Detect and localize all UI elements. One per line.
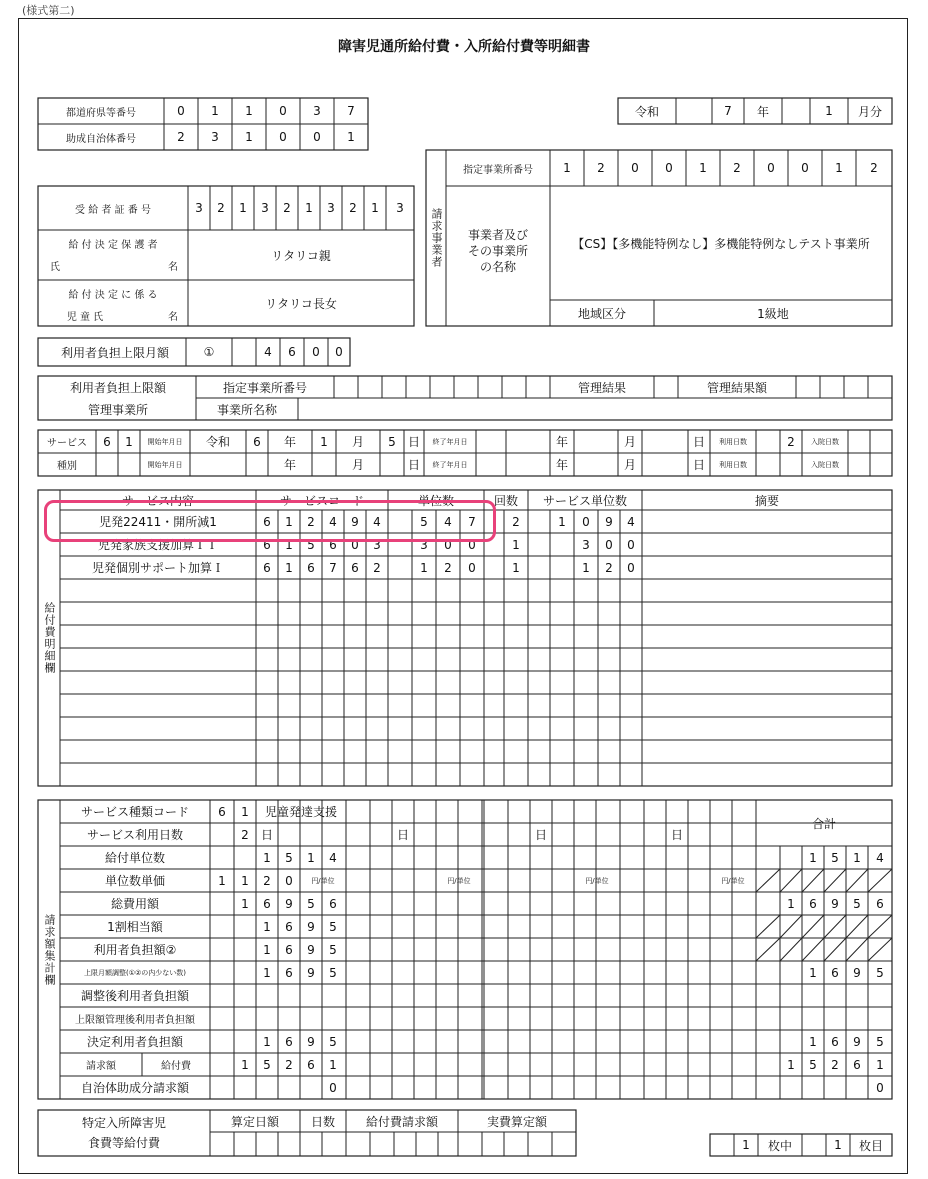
total-header: 合計 [811,816,836,831]
aggregate-total-digit: 5 [853,896,861,911]
start-day-unit: 日 [407,435,420,449]
start-month-unit: 月 [351,458,364,472]
aggregate-total-digit: 6 [809,896,817,911]
office-no-label: 指定事業所番号 [463,164,533,176]
recipient-no-label: 受 給 者 証 番 号 [75,204,151,216]
city-no-digit: 0 [313,130,321,144]
grid-line [846,938,868,961]
aggregate-row-label: 利用者負担額② [93,943,177,957]
end-day-unit: 日 [692,435,705,449]
form-number-tag: (様式第二) [22,4,75,17]
aggregate-row-digit: 9 [307,942,315,957]
detail-row-svc-units-digit: 1 [582,560,590,575]
grid-line [824,915,846,938]
aggregate-row-digit: 0 [285,873,293,888]
grid-line [756,915,780,938]
aggregate-total-digit: 0 [876,1080,884,1095]
office-no-digit: 0 [767,161,775,175]
start-era: 令和 [205,435,230,449]
aggregate-row-label: 1割相当額 [107,920,163,934]
benefit-claim-label: 給付費請求額 [365,1114,438,1129]
mgmt-office-no-label: 指定事業所番号 [222,380,307,395]
detail-row-code-digit: 1 [285,560,293,575]
aggregate-row-digit: 6 [263,896,271,911]
office-no-digit: 2 [733,161,741,175]
detail-row-unit-digit: 1 [420,560,428,575]
start-day-unit: 日 [407,458,420,472]
admit-days-label: 入院日数 [811,437,839,446]
aggregate-row-digit: 2 [285,1057,293,1072]
sheet-no: 1 [834,1138,842,1152]
detail-row-code-digit: 9 [351,514,359,529]
office-name-label-1: 事業者及び [467,227,528,242]
pref-no-digit: 3 [313,104,321,118]
aggregate-row-digit: 6 [285,919,293,934]
aggregate-total-digit: 1 [787,1057,795,1072]
city-no-digit: 2 [177,130,185,144]
aggregate-row-digit: 1 [263,850,271,865]
recipient-no-digit: 1 [371,201,379,215]
aggregate-row-digit: 9 [307,1034,315,1049]
start-year-unit: 年 [283,435,296,449]
col-remarks-header: 摘要 [754,493,779,508]
aggregate-row-digit: 1 [241,873,249,888]
days-unit: 日 [670,828,683,842]
office-no-digit: 2 [870,161,878,175]
detail-row-unit-digit: 3 [420,537,428,552]
detail-row-code-digit: 4 [373,514,381,529]
aggregate-row-digit: 6 [285,1034,293,1049]
office-name: 【CS】【多機能特例なし】多機能特例なしテスト事業所 [572,236,870,251]
detail-row-unit-digit: 0 [468,560,476,575]
aggregate-row-digit: 6 [285,965,293,980]
svc-name: 児童発達支援 [264,805,337,819]
aggregate-total-digit: 1 [809,850,817,865]
detail-row-svc-units-digit: 2 [605,560,613,575]
claim-month: 1 [825,104,833,118]
era-label: 令和 [634,104,659,119]
aggregate-row-label: 単位数単価 [104,874,165,888]
start-date-label: 開始年月日 [147,460,183,469]
grid-line [846,869,868,892]
detail-row-code-digit: 4 [329,514,337,529]
aggregate-row-digit: 0 [329,1080,337,1095]
total-sheets: 1 [742,1138,750,1152]
col-svc-units-header: サービス単位数 [542,493,627,508]
pref-no-digit: 1 [245,104,253,118]
detail-row-svc-units-digit: 3 [582,537,590,552]
aggregate-row-digit: 5 [329,919,337,934]
aggregate-row-digit: 1 [263,942,271,957]
detail-row-code-digit: 0 [351,537,359,552]
days-value: 2 [241,827,249,842]
detail-row-count: 1 [512,560,520,575]
detail-row-content: 児発家族支援加算ＩＩ [97,538,218,552]
grid-line [824,938,846,961]
aggregate-row-digit: 5 [285,850,293,865]
mgmt-office-name-label: 事業所名称 [216,402,277,417]
start-month: 1 [320,434,328,449]
grid-line [868,915,892,938]
grid-line [780,938,802,961]
start-year: 6 [253,434,261,449]
aggregate-row-digit: 5 [329,1034,337,1049]
recipient-no-digit: 1 [305,201,313,215]
guardian-label-3: 名 [168,261,178,273]
grid-line [780,869,802,892]
office-no-digit: 0 [631,161,639,175]
recipient-no-digit: 1 [239,201,247,215]
office-no-digit: 1 [699,161,707,175]
aggregate-row-label: 自治体助成分請求額 [80,1081,189,1095]
detail-row-count: 1 [512,537,520,552]
detail-row-svc-units-digit: 0 [627,537,635,552]
grid-line [868,869,892,892]
grid-line [756,869,780,892]
grid-line [802,915,824,938]
aggregate-row-label: 上限月額調整(①②の内少ない数) [83,968,186,977]
days-unit: 日 [534,828,547,842]
mgmt-result-label: 管理結果 [577,380,626,395]
start-year-unit: 年 [283,458,296,472]
aggregate-total-digit: 9 [853,965,861,980]
aggregate-row-label: 総費用額 [110,897,159,911]
aggregate-row-digit: 5 [329,965,337,980]
pref-no-label: 都道府県等番号 [66,107,136,119]
col-code-header: サービスコード [279,493,364,508]
detail-row-code-digit: 6 [263,514,271,529]
calc-daily-label: 算定日額 [230,1114,279,1129]
col-count-header: 回数 [493,493,518,508]
grid-line [824,869,846,892]
grid-line [846,915,868,938]
detail-row-svc-units-digit: 4 [627,514,635,529]
guardian-label-1: 給 付 決 定 保 護 者 [68,239,158,251]
aggregate-row-label: 給付費 [161,1061,191,1072]
recipient-no-digit: 3 [261,201,269,215]
grid-line [802,869,824,892]
recipient-no-digit: 2 [283,201,291,215]
aggregate-row-digit: 1 [263,919,271,934]
aggregate-row-label: 給付単位数 [104,851,165,865]
office-no-digit: 0 [801,161,809,175]
days-label: サービス利用日数 [86,828,183,842]
office-no-digit: 2 [597,161,605,175]
detail-row-svc-units-digit: 0 [582,514,590,529]
office-name-label-3: の名称 [479,259,516,274]
highlight-box [44,500,496,542]
detail-row-code-digit: 1 [285,537,293,552]
svc-type-label-1: サービス [47,438,87,449]
burden-limit-digit: 0 [335,345,343,359]
aggregate-total-digit: 6 [876,896,884,911]
aggregate-row-digit: 2 [263,873,271,888]
detail-row-code-digit: 1 [285,514,293,529]
mgmt-label-2: 管理事業所 [87,402,148,417]
aggregate-total-digit: 1 [809,1034,817,1049]
detail-row-svc-units-digit: 0 [605,537,613,552]
aggregate-row-label: 上限額管理後利用者負担額 [75,1015,195,1026]
end-month-unit: 月 [623,458,636,472]
recipient-no-digit: 3 [396,201,404,215]
city-no-digit: 3 [211,130,219,144]
aggregate-total-digit: 5 [831,850,839,865]
aggregate-row-digit: 1 [241,896,249,911]
pref-no-digit: 0 [177,104,185,118]
detail-row-svc-units-digit: 0 [627,560,635,575]
aggregate-row-digit: 9 [285,896,293,911]
grid-line [868,938,892,961]
pref-no-digit: 1 [211,104,219,118]
office-name-label-2: その事業所 [467,243,528,258]
detail-row-count: 2 [512,514,520,529]
svc-code-label: サービス種類コード [80,805,189,819]
days-count-label: 日数 [310,1114,335,1129]
burden-marker: ① [203,345,215,359]
recipient-no-digit: 2 [349,201,357,215]
detail-row-code-digit: 7 [329,560,337,575]
grid-line [802,938,824,961]
end-year-unit: 年 [555,458,568,472]
claim-year: 7 [724,104,732,118]
days-unit: 日 [260,828,273,842]
end-year-unit: 年 [555,435,568,449]
col-unit-header: 単位数 [417,493,454,508]
sheet-no-label: 枚目 [858,1138,883,1153]
aggregate-total-digit: 1 [809,965,817,980]
aggregate-total-digit: 9 [853,1034,861,1049]
detail-row-unit-digit: 0 [444,537,452,552]
aggregate-side-label: 請求額集計欄 [43,913,56,986]
yen-per-unit: 円/単位 [721,876,745,885]
detail-row-code-digit: 6 [263,537,271,552]
detail-side-label: 給付費明細欄 [43,602,56,674]
burden-limit-digit: 0 [312,345,320,359]
days-unit: 日 [396,828,409,842]
detail-row-content: 児発個別サポート加算Ｉ [91,561,224,575]
aggregate-row-digit: 5 [263,1057,271,1072]
yen-per-unit: 円/単位 [311,876,335,885]
aggregate-row-digit: 5 [307,896,315,911]
aggregate-total-digit: 6 [831,1034,839,1049]
year-unit: 年 [756,104,769,119]
detail-row-unit-digit: 5 [420,514,428,529]
aggregate-row-digit: 4 [329,850,337,865]
claimant-side-label: 請求事業者 [430,208,443,268]
child-label-3: 名 [168,311,178,323]
use-days-label: 利用日数 [719,437,747,446]
aggregate-row-label: 決定利用者負担額 [86,1035,183,1049]
mgmt-result-amount-label: 管理結果額 [706,380,767,395]
svc-type-digit: 1 [125,434,133,449]
sheets-of-label: 枚中 [767,1138,792,1153]
aggregate-total-digit: 1 [876,1057,884,1072]
detail-row-unit-digit: 2 [444,560,452,575]
burden-limit-digit: 4 [264,345,272,359]
child-label-1: 給 付 決 定 に 係 る [68,289,158,301]
detail-row-code-digit: 6 [351,560,359,575]
detail-row-unit-digit: 7 [468,514,476,529]
burden-limit-digit: 6 [288,345,296,359]
detail-row-unit-digit: 0 [468,537,476,552]
aggregate-row-digit: 6 [329,896,337,911]
guardian-name: リタリコ親 [271,248,331,263]
aggregate-row-digit: 1 [241,1057,249,1072]
pref-no-digit: 7 [347,104,355,118]
yen-per-unit: 円/単位 [585,876,609,885]
aggregate-row-digit: 9 [307,965,315,980]
svc-type-digit: 6 [103,434,111,449]
end-date-label: 終了年月日 [432,437,468,446]
end-day-unit: 日 [692,458,705,472]
start-month-unit: 月 [351,435,364,449]
month-unit: 月分 [857,104,882,119]
aggregate-row-digit: 1 [218,873,226,888]
city-no-label: 助成自治体番号 [66,133,136,145]
child-name: リタリコ長女 [265,296,337,311]
office-no-digit: 1 [563,161,571,175]
grid-line [756,938,780,961]
yen-per-unit: 円/単位 [447,876,471,885]
end-month-unit: 月 [623,435,636,449]
city-no-digit: 0 [279,130,287,144]
recipient-no-digit: 2 [217,201,225,215]
detail-row-code-digit: 6 [263,560,271,575]
use-days-value: 2 [787,434,795,449]
aggregate-total-digit: 6 [853,1057,861,1072]
mgmt-label-1: 利用者負担上限額 [69,380,166,395]
aggregate-total-digit: 2 [831,1057,839,1072]
aggregate-row-digit: 5 [329,942,337,957]
detail-row-code-digit: 2 [307,514,315,529]
burden-limit-label: 利用者負担上限月額 [60,345,169,360]
start-date-label: 開始年月日 [147,437,183,446]
detail-row-content: 児発22411・開所減1 [99,515,217,529]
area-label: 地域区分 [577,306,626,321]
food-label-1: 特定入所障害児 [81,1115,166,1130]
aggregate-total-digit: 5 [809,1057,817,1072]
aggregate-total-digit: 9 [831,896,839,911]
area-value: 1級地 [757,306,789,321]
city-no-digit: 1 [245,130,253,144]
aggregate-row-digit: 9 [307,919,315,934]
col-content-header: サービス内容 [121,493,194,508]
aggregate-row-digit: 6 [285,942,293,957]
detail-row-code-digit: 6 [329,537,337,552]
aggregate-total-digit: 1 [853,850,861,865]
office-no-digit: 0 [665,161,673,175]
detail-row-code-digit: 5 [307,537,315,552]
detail-row-svc-units-digit: 9 [605,514,613,529]
aggregate-row-digit: 6 [307,1057,315,1072]
aggregate-row-label: 調整後利用者負担額 [80,989,189,1003]
svc-code-digit: 6 [218,804,226,819]
office-no-digit: 1 [835,161,843,175]
recipient-no-digit: 3 [327,201,335,215]
detail-row-unit-digit: 4 [444,514,452,529]
admit-days-label: 入院日数 [811,460,839,469]
recipient-no-digit: 3 [195,201,203,215]
child-label-2: 児 童 氏 [66,311,104,323]
detail-row-code-digit: 2 [373,560,381,575]
grid-line [780,915,802,938]
aggregate-row-digit: 1 [263,1034,271,1049]
aggregate-total-digit: 1 [787,896,795,911]
actual-cost-label: 実費算定額 [486,1114,547,1129]
detail-row-code-digit: 6 [307,560,315,575]
city-no-digit: 1 [347,130,355,144]
claim-amount-label: 請求額 [86,1061,116,1072]
aggregate-total-digit: 5 [876,965,884,980]
food-label-2: 食費等給付費 [87,1135,160,1150]
aggregate-total-digit: 5 [876,1034,884,1049]
use-days-label: 利用日数 [719,460,747,469]
aggregate-row-digit: 1 [307,850,315,865]
detail-row-svc-units-digit: 1 [558,514,566,529]
guardian-label-2: 氏 [50,261,60,273]
pref-no-digit: 0 [279,104,287,118]
svc-type-label-2: 種別 [57,461,77,472]
start-day: 5 [388,434,396,449]
aggregate-row-digit: 1 [329,1057,337,1072]
aggregate-row-digit: 1 [263,965,271,980]
aggregate-total-digit: 4 [876,850,884,865]
document-title: 障害児通所給付費・入所給付費等明細書 [338,39,590,55]
aggregate-total-digit: 6 [831,965,839,980]
svc-code-digit: 1 [241,804,249,819]
end-date-label: 終了年月日 [432,460,468,469]
detail-row-code-digit: 3 [373,537,381,552]
